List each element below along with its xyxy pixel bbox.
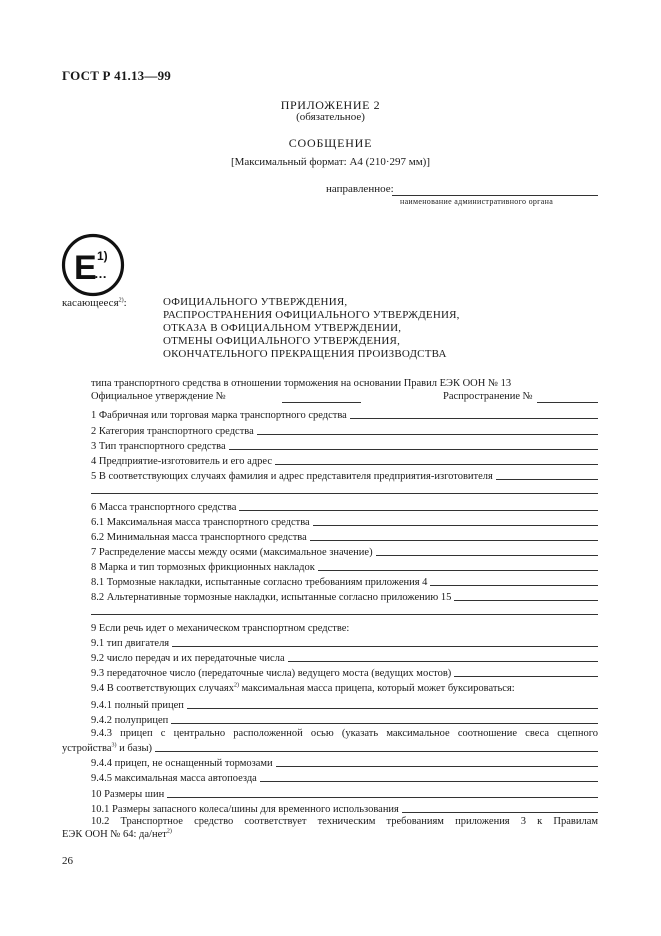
sent-to-label: направленное: xyxy=(326,183,394,195)
field-8-2-blank-2[interactable] xyxy=(91,614,598,615)
field-9-2-blank[interactable] xyxy=(288,651,598,662)
field-9-4-1: 9.4.1 полный прицеп xyxy=(91,697,598,711)
field-6-2: 6.2 Минимальная масса транспортного средства xyxy=(91,529,598,543)
field-6-blank[interactable] xyxy=(239,500,598,511)
e-mark-letter: E xyxy=(74,249,97,287)
option-discontinued: ОКОНЧАТЕЛЬНОГО ПРЕКРАЩЕНИЯ ПРОИЗВОДСТВА xyxy=(163,348,447,360)
option-withdrawal: ОТМЕНЫ ОФИЦИАЛЬНОГО УТВЕРЖДЕНИЯ, xyxy=(163,335,401,347)
field-1-blank[interactable] xyxy=(350,408,598,419)
field-7: 7 Распределение массы между осями (максимальное значение) xyxy=(91,544,598,558)
field-9-4-2-blank[interactable] xyxy=(171,713,598,724)
field-10-2-line1: 10.2 Транспортное средство соответствует техническим требованиям приложения 3 к Правилам xyxy=(91,816,598,827)
field-9-4: 9.4 В соответствующих случаях$^{2)}$ максимальная масса прицепа, который может буксироваться: xyxy=(91,682,515,694)
concerning-options xyxy=(163,296,460,361)
approval-number-field[interactable] xyxy=(282,402,361,403)
e-mark-icon xyxy=(61,233,125,297)
field-9-4-5: 9.4.5 максимальная масса автопоезда xyxy=(91,770,598,784)
field-6-1: 6.1 Максимальная масса транспортного средства xyxy=(91,514,598,528)
field-4: 4 Предприятие-изготовитель и его адрес xyxy=(91,453,598,467)
vehicle-type-line: типа транспортного средства в отношении торможения на основании Правил ЕЭК ООН № 13 xyxy=(91,378,512,389)
field-10-1-blank[interactable] xyxy=(402,802,598,813)
field-9-4-2: 9.4.2 полуприцеп xyxy=(91,712,598,726)
field-9-4-1-blank[interactable] xyxy=(187,698,598,709)
field-9-4-3-line1: 9.4.3 прицеп с центрально расположенной осью (указать максимальное соотношение свеса сцепного xyxy=(91,728,598,739)
extension-number-label: Распространение № xyxy=(443,391,533,402)
field-10: 10 Размеры шин xyxy=(91,786,598,800)
field-7-blank[interactable] xyxy=(376,545,598,556)
field-5-blank[interactable] xyxy=(496,469,598,480)
field-3-blank[interactable] xyxy=(229,439,598,450)
sent-to-line xyxy=(392,195,598,196)
option-approval: ОФИЦИАЛЬНОГО УТВЕРЖДЕНИЯ, xyxy=(163,296,348,308)
field-9-4-3-line2: устройства$^{3)}$ и базы) xyxy=(62,740,598,754)
option-refusal: ОТКАЗА В ОФИЦИАЛЬНОМ УТВЕРЖДЕНИИ, xyxy=(163,322,402,334)
field-9-4-5-blank[interactable] xyxy=(260,771,598,782)
field-9-4-4: 9.4.4 прицеп, не оснащенный тормозами xyxy=(91,755,598,769)
field-4-blank[interactable] xyxy=(275,454,598,465)
page-number: 26 xyxy=(62,855,73,867)
appendix-subtitle: (обязательное) xyxy=(296,111,365,123)
field-2-blank[interactable] xyxy=(257,424,598,435)
field-9-3-blank[interactable] xyxy=(454,666,598,677)
field-6-2-blank[interactable] xyxy=(310,530,598,541)
field-5: 5 В соответствующих случаях фамилия и адрес представителя предприятия-изготовителя xyxy=(91,468,598,482)
field-9-2: 9.2 число передач и их передаточные числа xyxy=(91,650,598,664)
field-9-4-4-blank[interactable] xyxy=(276,756,598,767)
concerning-label: касающееся$^{2)}$: xyxy=(62,297,127,309)
field-8-2: 8.2 Альтернативные тормозные накладки, испытанные согласно приложению 15 xyxy=(91,589,598,603)
field-9-1: 9.1 тип двигателя xyxy=(91,635,598,649)
approval-row xyxy=(91,391,598,405)
option-extension: РАСПРОСТРАНЕНИЯ ОФИЦИАЛЬНОГО УТВЕРЖДЕНИЯ, xyxy=(163,309,460,321)
document-header: ГОСТ Р 41.13—99 xyxy=(62,68,171,83)
field-1: 1 Фабричная или торговая марка транспортного средства xyxy=(91,407,598,421)
extension-number-field[interactable] xyxy=(537,402,598,403)
field-9-4-3-blank[interactable] xyxy=(155,741,598,752)
field-8: 8 Марка и тип тормозных фрикционных накладок xyxy=(91,559,598,573)
field-10-1: 10.1 Размеры запасного колеса/шины для временного использования xyxy=(91,801,598,815)
format-note: [Максимальный формат: А4 (210·297 мм)] xyxy=(230,156,431,168)
field-10-blank[interactable] xyxy=(167,787,598,798)
appendix-title: ПРИЛОЖЕНИЕ 2 xyxy=(280,98,381,112)
message-title: СООБЩЕНИЕ xyxy=(288,136,373,150)
field-8-2-blank[interactable] xyxy=(454,590,598,601)
field-9: 9 Если речь идет о механическом транспортном средстве: xyxy=(91,623,350,634)
field-5-blank-2[interactable] xyxy=(91,493,598,494)
field-10-2-line2: ЕЭК ООН № 64: да/нет$^{2)}$ xyxy=(62,828,172,840)
sent-to-caption: наименование административного органа xyxy=(400,197,554,206)
field-3: 3 Тип транспортного средства xyxy=(91,438,598,452)
e-mark-dots: … xyxy=(94,266,107,281)
field-8-1-blank[interactable] xyxy=(430,575,598,586)
field-6: 6 Масса транспортного средства xyxy=(91,499,598,513)
field-8-1: 8.1 Тормозные накладки, испытанные согласно требованиям приложения 4 xyxy=(91,574,598,588)
field-2: 2 Категория транспортного средства xyxy=(91,423,598,437)
field-8-blank[interactable] xyxy=(318,560,598,571)
approval-number-label: Официальное утверждение № xyxy=(91,391,226,402)
field-9-3: 9.3 передаточное число (передаточные числа) ведущего моста (ведущих мостов) xyxy=(91,665,598,679)
field-6-1-blank[interactable] xyxy=(313,515,598,526)
e-mark-sup: 1) xyxy=(97,249,108,263)
field-9-1-blank[interactable] xyxy=(172,636,598,647)
